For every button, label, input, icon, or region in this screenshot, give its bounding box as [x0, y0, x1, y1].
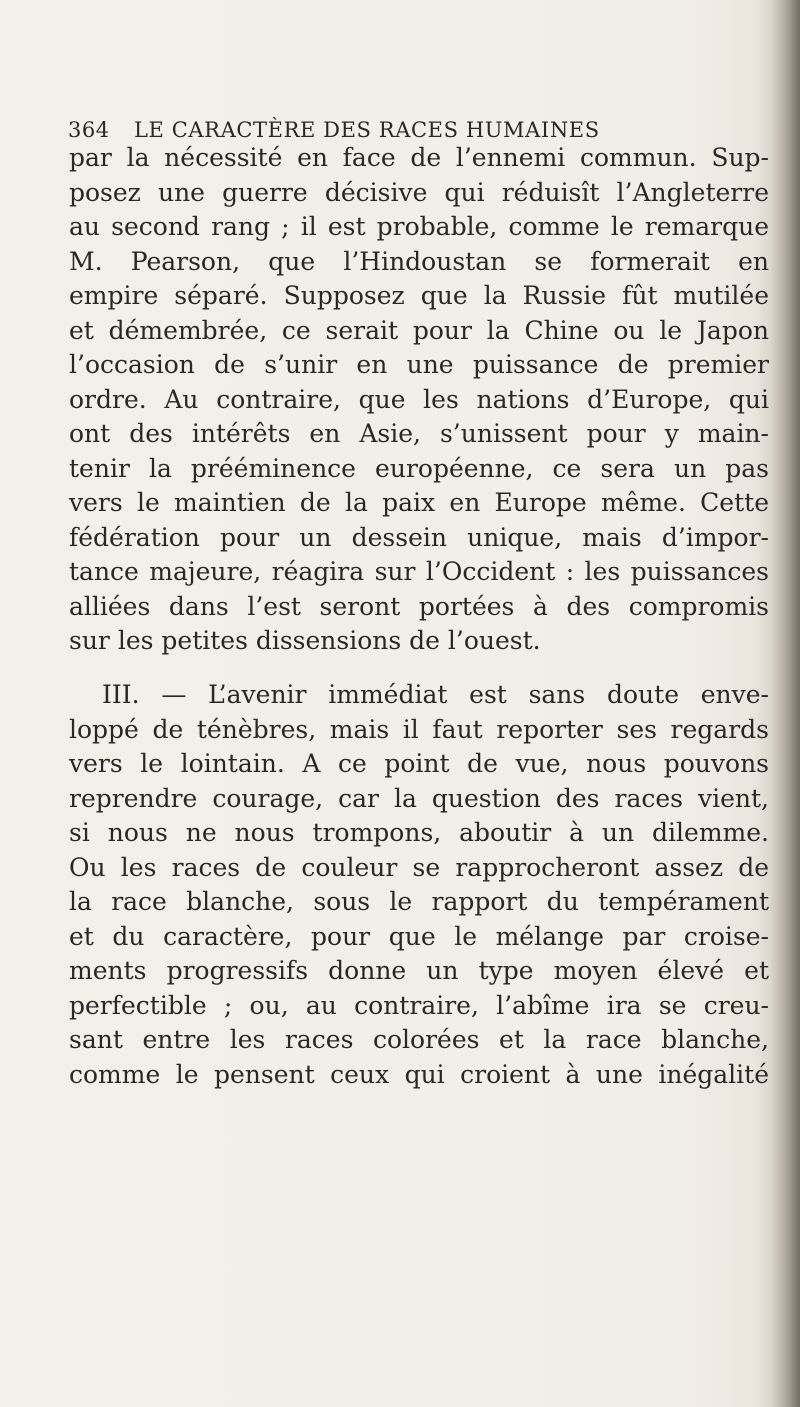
- text-line: III. — L’avenir immédiat est sans doute enve-: [102, 680, 769, 709]
- text-line: et démembrée, ce serait pour la Chine ou le Japon: [69, 316, 769, 345]
- page-number: 364: [68, 118, 110, 142]
- text-line: M. Pearson, que l’Hindoustan se formerait en: [69, 247, 769, 276]
- text-line: par la nécessité en face de l’ennemi commun. Sup-: [69, 143, 769, 172]
- text-line: si nous ne nous trompons, aboutir à un dilemme.: [69, 818, 769, 847]
- text-line: sur les petites dissensions de l’ouest.: [69, 626, 541, 655]
- text-line: fédération pour un dessein unique, mais d’impor-: [69, 523, 769, 552]
- text-line: la race blanche, sous le rapport du tempérament: [69, 887, 769, 916]
- text-line: Ou les races de couleur se rapprocheront assez de: [69, 853, 769, 882]
- text-line: posez une guerre décisive qui réduisît l’Angleterre: [69, 178, 769, 207]
- text-line: sant entre les races colorées et la race blanche,: [69, 1025, 769, 1054]
- text-line: ont des intérêts en Asie, s’unissent pour y main-: [69, 419, 769, 448]
- text-line: vers le lointain. A ce point de vue, nous pouvons: [69, 749, 769, 778]
- text-line: empire séparé. Supposez que la Russie fût mutilée: [69, 281, 769, 310]
- text-line: et du caractère, pour que le mélange par croise-: [69, 922, 769, 951]
- text-line: ordre. Au contraire, que les nations d’Europe, qui: [69, 385, 769, 414]
- running-title: LE CARACTÈRE DES RACES HUMAINES: [134, 118, 600, 142]
- text-line: l’occasion de s’unir en une puissance de premier: [69, 350, 769, 379]
- page-edge-shadow: [770, 0, 800, 1407]
- text-line: tance majeure, réagira sur l’Occident : les puissances: [69, 557, 769, 586]
- text-line: reprendre courage, car la question des races vient,: [69, 784, 769, 813]
- text-line: alliées dans l’est seront portées à des compromis: [69, 592, 769, 621]
- text-line: perfectible ; ou, au contraire, l’abîme ira se creu-: [69, 991, 769, 1020]
- text-line: loppé de ténèbres, mais il faut reporter ses regards: [69, 715, 769, 744]
- text-line: tenir la prééminence européenne, ce sera un pas: [69, 454, 769, 483]
- text-line: comme le pensent ceux qui croient à une inégalité: [69, 1060, 769, 1089]
- text-line: ments progressifs donne un type moyen élevé et: [69, 956, 769, 985]
- text-line: vers le maintien de la paix en Europe même. Cette: [69, 488, 769, 517]
- text-line: au second rang ; il est probable, comme le remarque: [69, 212, 769, 241]
